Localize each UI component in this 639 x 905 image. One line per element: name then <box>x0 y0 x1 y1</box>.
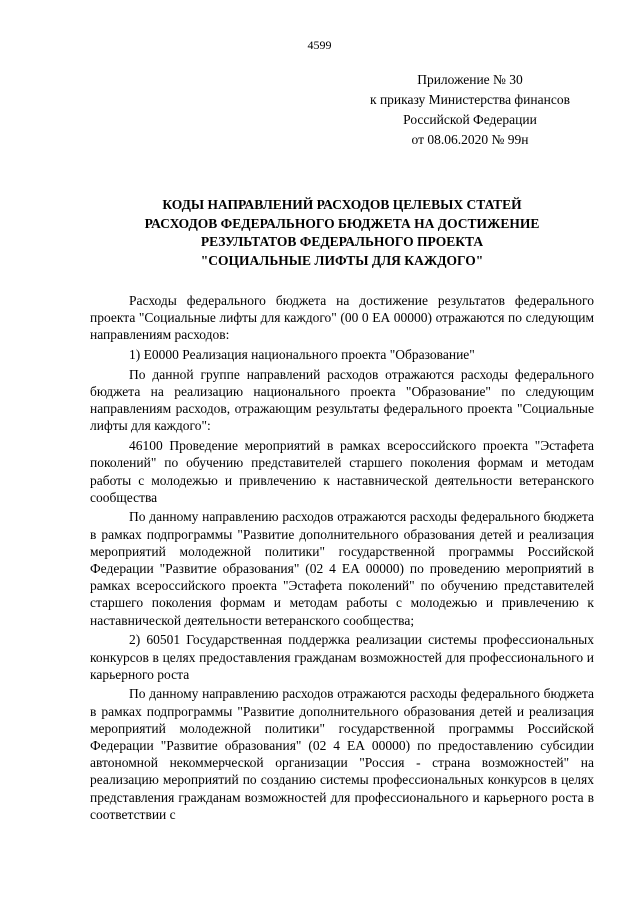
appendix-line: Российской Федерации <box>403 112 537 127</box>
appendix-line: к приказу Министерства финансов <box>370 92 570 107</box>
paragraph: По данному направлению расходов отражаются расходы федерального бюджета в рамках подпрограммы "Развитие дополнительного образования детей и реализация мероприятий молодежной политики" государственной программы Российской Федерации "Развитие образования" (02 4 EА 00000) по проведению мероприятий в рамках всероссийского проекта "Эстафета поколений" по обучению представителей старшего поколения формам и методам работы с молодежью и привлечению к наставнической деятельности ветеранского сообщества; <box>90 509 594 628</box>
paragraph: 2) 60501 Государственная поддержка реализации системы профессиональных конкурсов в целях предоставления гражданам возможностей для профессионального и карьерного роста <box>90 632 594 682</box>
title-line: РАСХОДОВ ФЕДЕРАЛЬНОГО БЮДЖЕТА НА ДОСТИЖЕНИЕ <box>144 215 540 231</box>
appendix-line: Приложение № 30 <box>417 72 523 87</box>
page-number: 4599 <box>307 38 332 52</box>
paragraph: 46100 Проведение мероприятий в рамках всероссийского проекта "Эстафета поколений" по обучению представителей старшего поколения формам и методам работы с молодежью и привлечению к наставнической деятельности ветеранского сообщества <box>90 438 594 505</box>
appendix-block <box>340 70 600 150</box>
body-text <box>90 292 594 823</box>
paragraph: Расходы федерального бюджета на достижение результатов федерального проекта "Социальные лифты для каждого" (00 0 EА 00000) отражаются по следующим направлениям расходов: <box>90 293 594 343</box>
title-line: "СОЦИАЛЬНЫЕ ЛИФТЫ ДЛЯ КАЖДОГО" <box>200 252 484 268</box>
title-line: РЕЗУЛЬТАТОВ ФЕДЕРАЛЬНОГО ПРОЕКТА <box>200 234 484 249</box>
title-line: КОДЫ НАПРАВЛЕНИЙ РАСХОДОВ ЦЕЛЕВЫХ СТАТЕЙ <box>162 197 522 212</box>
paragraph: 1) Е0000 Реализация национального проекта "Образование" <box>129 347 475 363</box>
document-title <box>90 196 594 270</box>
paragraph: По данной группе направлений расходов отражаются расходы федерального бюджета на реализацию национального проекта "Образование" по следующим направлениям расходов, отражающим результаты федерального проекта "Социальные лифты для каждого": <box>90 366 594 434</box>
appendix-line: от 08.06.2020 № 99н <box>411 132 529 147</box>
paragraph: По данному направлению расходов отражаются расходы федерального бюджета в рамках подпрограммы "Развитие дополнительного образования детей и реализация мероприятий молодежной политики" государственной программы Российской Федерации "Развитие образования" (02 4 EА 00000) по предоставлению субсидии автономной некоммерческой организации "Россия - страна возможностей" на реализацию мероприятий по созданию системы профессиональных конкурсов в целях представления гражданам возможностей для профессионального и карьерного роста в соответствии с <box>90 686 594 822</box>
